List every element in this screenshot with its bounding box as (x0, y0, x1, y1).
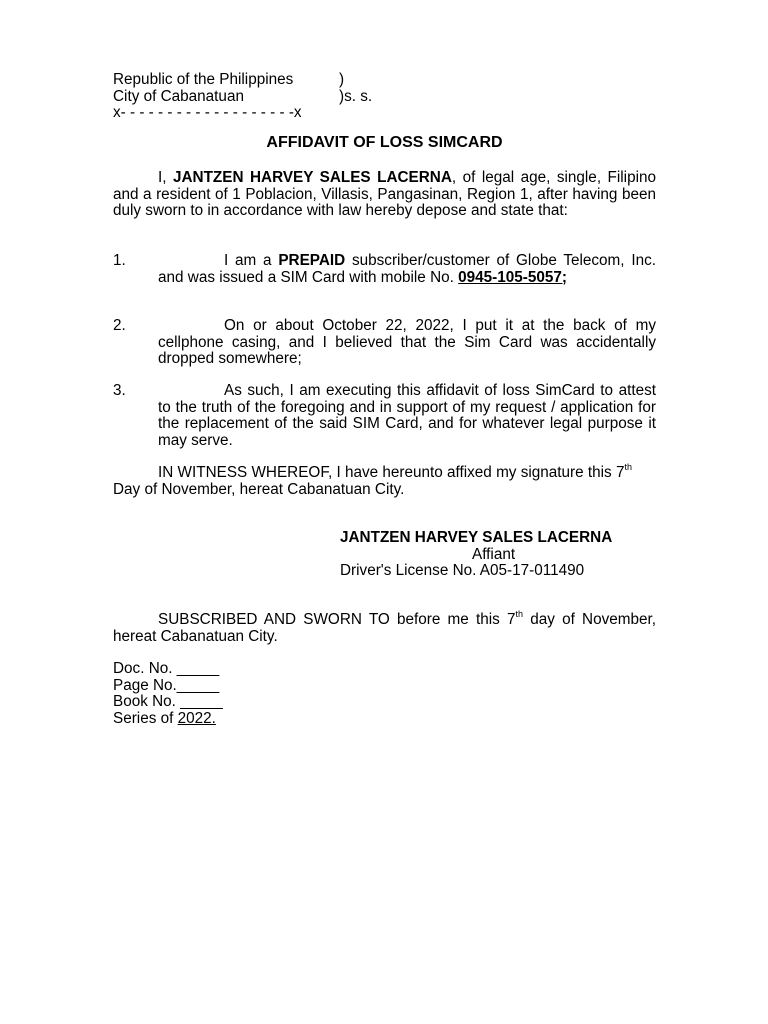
venue-paren-2: )s. s. (339, 87, 373, 105)
signatory-role: Affiant (472, 545, 516, 563)
witness-paragraph: IN WITNESS WHEREOF, I have hereunto affixed my signature this 7th Day of November, hereat Cabanatuan City. (113, 461, 632, 498)
doc-number: Doc. No. _____ (113, 660, 220, 677)
intro-prefix: I, (158, 169, 173, 186)
venue-paren-1: ) (339, 71, 345, 88)
list-item (113, 318, 656, 368)
intro-suffix: , of legal age, single, Filipino and a resident of 1 Poblacion, Villasis, Pangasinan, Region 1, after having been duly sworn to in accordance with law hereby depose and state that: (113, 169, 656, 219)
signature-block (340, 530, 660, 580)
signatory-name: JANTZEN HARVEY SALES LACERNA (340, 529, 613, 546)
item-number: 1. (113, 252, 126, 269)
notarial-block (113, 661, 413, 727)
jurat-paragraph: SUBSCRIBED AND SWORN TO before me this 7th day of November, hereat Cabanatuan City. (113, 608, 656, 645)
series: Series of 2022. (113, 709, 216, 727)
venue-separator: x- - - - - - - - - - - - - - - - - - -x (113, 104, 302, 121)
venue-city: City of Cabanatuan (113, 87, 244, 105)
venue-country: Republic of the Philippines (113, 71, 294, 88)
prepaid-label: PREPAID (278, 252, 346, 269)
item-text: As such, I am executing this affidavit of loss SimCard to attest to the truth of the foregoing and in support of my request / application for the replacement of the said SIM Card, and for whatever legal purpose it may serve. (158, 382, 656, 449)
mobile-number: 0945-105-5057; (458, 268, 567, 286)
venue-block (113, 72, 413, 122)
intro-paragraph (113, 170, 656, 220)
series-year: 2022. (177, 709, 216, 727)
book-number: Book No. _____ (113, 693, 223, 710)
affiant-name: JANTZEN HARVEY SALES LACERNA (172, 169, 452, 186)
list-item (113, 383, 656, 449)
item-text: On or about October 22, 2022, I put it at the back of my cellphone casing, and I believed that the Sim Card was accidentally dropped somewhere; (158, 317, 656, 367)
list-item (113, 253, 656, 286)
document-title: AFFIDAVIT OF LOSS SIMCARD (266, 134, 503, 151)
item-number: 2. (113, 317, 126, 334)
signatory-license: Driver's License No. A05-17-011490 (340, 562, 585, 579)
item-text: I am a PREPAID subscriber/customer of Globe Telecom, Inc. and was issued a SIM Card with mobile No. 0945-105-5057; (158, 252, 656, 286)
item-number: 3. (113, 382, 126, 399)
page-number: Page No._____ (113, 676, 220, 694)
